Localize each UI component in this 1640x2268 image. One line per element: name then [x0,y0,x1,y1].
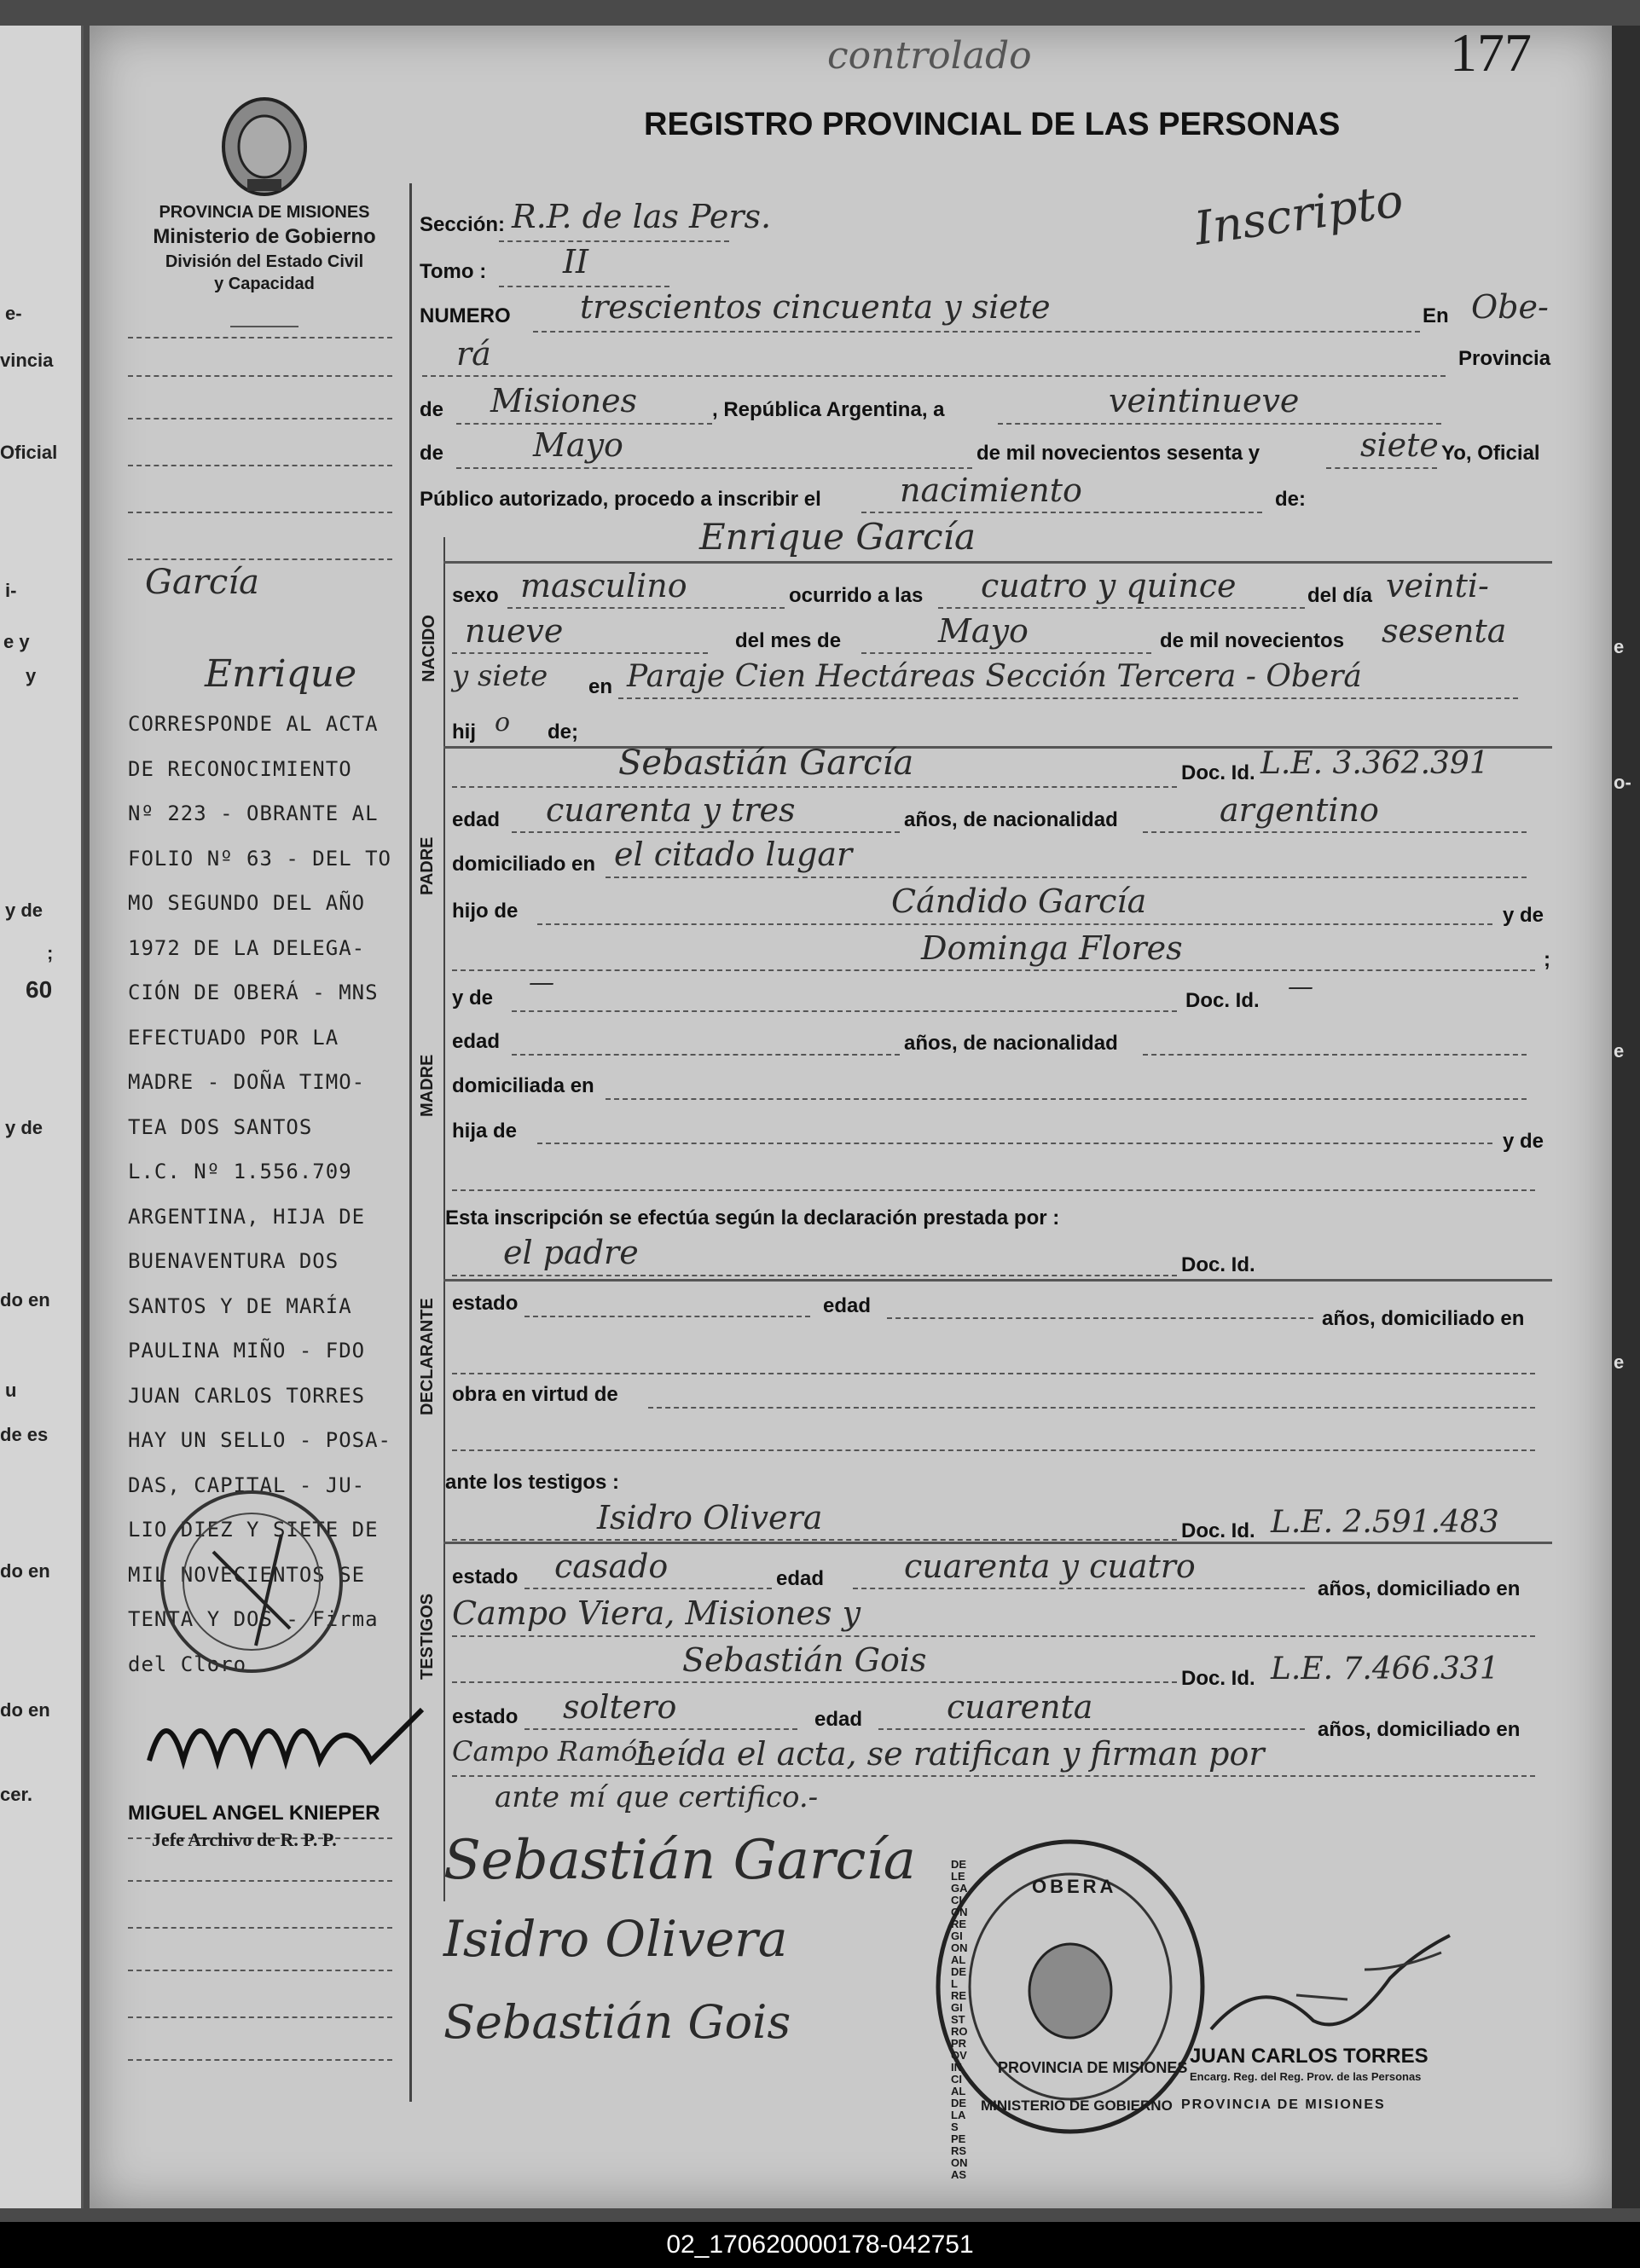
margin-note-line: TENTA Y DOS - Firma [128,1607,379,1631]
margin-rule [128,337,392,338]
margin-rule [128,2059,392,2061]
header-capacity: y Capacidad [214,275,315,293]
left-fragment: u [5,1380,17,1401]
rule [512,1010,1177,1012]
label-dom-t1: años, domiciliado en [1318,1577,1521,1600]
margin-note-line: del Cloro [128,1652,247,1676]
label-edad-madre: edad [452,1030,501,1053]
signature-padre: Sebastián García [443,1829,916,1892]
field-numero: trescientos cincuenta y siete [580,288,1051,326]
left-fragment: 60 [26,976,53,1003]
seal-place: OBERA [1032,1876,1117,1897]
margin-note-line: DAS, CAPITAL - JU- [128,1472,366,1497]
rule [533,331,1420,333]
label-provincia: Provincia [1458,347,1551,370]
field-en-cont: rá [456,335,491,373]
margin-note-line: MIL NOVECIENTOS SE [128,1562,366,1587]
margin-note-line: MADRE - DOÑA TIMO- [128,1070,366,1094]
label-y-de-madre: y de [452,986,494,1010]
label-obra: obra en virtud de [452,1383,618,1406]
block-rule [443,1279,1552,1282]
label-doc-padre: Doc. Id. [1181,761,1255,784]
field-padre-padre: Cándido García [891,882,1147,920]
left-fragment: do en [0,1289,50,1310]
rule [452,1373,1535,1374]
field-tomo: II [563,243,589,281]
label-declarante: DECLARANTE [418,1298,437,1415]
field-seccion: R.P. de las Pers. [512,198,772,235]
rule [618,697,1518,699]
rule [456,467,972,469]
label-yo-oficial: Yo, Oficial [1441,442,1540,465]
margin-note-line: BUENAVENTURA DOS [128,1249,339,1273]
rule [524,1588,772,1589]
field-dia-nac2: nueve [465,612,564,650]
field-padre-edad: cuarenta y tres [546,791,796,829]
label-de: de [420,398,444,421]
label-seccion: Sección: [420,213,506,236]
label-y-de: y de [1503,904,1544,927]
field-testigo2-estado: soltero [563,1688,677,1726]
left-fragment: cer. [0,1784,32,1805]
coat-of-arms-icon [217,94,311,200]
margin-rule [128,375,392,377]
margin-note-line: SANTOS Y DE MARÍA [128,1293,352,1318]
field-padre-nac: argentino [1220,791,1379,829]
label-estado-t2: estado [452,1705,519,1728]
rule [537,923,1492,925]
margin-note-line: PAULINA MIÑO - FDO [128,1339,366,1363]
field-hij-suffix: o [495,708,511,738]
rule [524,1728,797,1730]
left-fragment: e- [5,303,22,324]
rule [456,423,712,425]
left-fragment: i- [5,580,17,601]
left-fragment: de es [0,1424,49,1445]
field-lugar: Paraje Cien Hectáreas Sección Tercera - Oberá [627,659,1362,694]
margin-rule [128,512,392,513]
label-en: En [1423,304,1449,327]
rule [606,877,1527,878]
label-doc-t1: Doc. Id. [1181,1519,1255,1542]
label-hija-de: hija de [452,1120,518,1143]
field-acto: nacimiento [900,472,1082,509]
rule [878,1728,1305,1730]
field-padre-dom: el citado lugar [614,836,853,873]
margin-note-line: TEA DOS SANTOS [128,1114,313,1139]
next-page-edge [1612,26,1640,2208]
margin-note-line: EFECTUADO POR LA [128,1025,339,1050]
seal-ring-text: DELEGACION REGIONAL DEL REGISTRO PROVINCIAL DE LAS PERSONAS [951,1858,968,2181]
label-nacido: NACIDO [420,615,438,682]
field-padre-doc: L.E. 3.362.391 [1260,746,1489,781]
official-name: JUAN CARLOS TORRES [1190,2045,1428,2068]
right-fragment: o- [1614,772,1631,793]
left-fragment: Oficial [0,442,58,463]
label-madre: MADRE [418,1054,437,1117]
label-esta-inscripcion: Esta inscripción se efectúa según la declaración prestada por : [445,1206,1060,1229]
rule [422,375,1446,377]
field-mes-nac: Mayo [938,612,1029,650]
field-testigo1-dom: Campo Viera, Misiones y [452,1594,861,1632]
label-republica: , República Argentina, a [712,398,945,421]
label-de-mil: de mil novecientos sesenta y [976,442,1260,465]
field-testigo2: Sebastián Gois [682,1641,927,1679]
margin-note-line: FOLIO Nº 63 - DEL TO [128,846,391,871]
margin-rule [128,1970,392,1971]
rule [507,607,785,609]
field-anio-nac2: y siete [452,659,548,693]
rule [452,652,708,654]
field-testigo1-doc: L.E. 2.591.483 [1271,1505,1499,1540]
field-madre-nombre: — [529,968,554,998]
field-testigo2-doc: L.E. 7.466.331 [1271,1652,1499,1687]
field-padre-madre: Dominga Flores [921,929,1183,967]
label-de-mil-nov: de mil novecientos [1160,629,1345,652]
rule [512,1054,900,1056]
label-del-dia: del día [1307,584,1373,607]
field-testigo1-estado: casado [554,1548,669,1585]
label-edad-t2: edad [814,1708,863,1731]
field-dia-nac: veinti- [1386,567,1489,605]
margin-note-line: MO SEGUNDO DEL AÑO [128,891,366,915]
label-tomo: Tomo : [420,260,487,283]
label-edad-decl: edad [823,1294,872,1317]
rule [452,786,1177,788]
field-en: Obe- [1471,288,1549,326]
label-sexo: sexo [452,584,499,607]
field-mes: Mayo [533,426,623,464]
official-signature [1194,1918,1467,2055]
block-rule [443,1542,1552,1544]
footer-id: 02_170620000178-042751 [666,2230,974,2259]
seal-province: PROVINCIA DE MISIONES [998,2059,1188,2076]
label-en-lugar: en [588,675,613,698]
margin-rule [128,558,392,560]
label-ante-testigos: ante los testigos : [445,1471,620,1494]
official-place: PROVINCIA DE MISIONES [1181,2097,1386,2112]
field-hora: cuatro y quince [981,567,1237,605]
field-anio: siete [1360,426,1439,464]
inscribed-annotation: Inscripto [1191,173,1407,256]
rule [452,1681,1177,1683]
header-rule [230,326,298,327]
left-fragment: ; [47,942,54,963]
rule [512,831,900,833]
field-sexo: masculino [520,567,687,605]
rule [1326,467,1437,469]
rule [452,1635,1535,1637]
left-fragment: y [26,665,37,686]
label-estado-decl: estado [452,1292,519,1315]
label-publico: Público autorizado, procedo a inscribir el [420,488,821,511]
block-rule [443,561,1552,564]
field-testigo2-dom: Campo Ramón [452,1735,655,1768]
margin-rule [128,1880,392,1882]
field-provincia: Misiones [490,382,638,419]
label-de-semi: de; [548,720,578,743]
label-de-mes: de [420,442,444,465]
rule [938,607,1305,609]
field-dia: veintinueve [1109,382,1300,419]
page-number: 177 [1450,22,1532,83]
field-cierre2: ante mí que certifico.- [495,1780,819,1814]
rule [648,1407,1535,1409]
rule [452,1275,1177,1276]
label-del-mes: del mes de [735,629,842,652]
field-nombre: Enrique García [699,516,976,558]
rule [452,1449,1535,1451]
label-doc-declarante: Doc. Id. [1181,1253,1255,1276]
margin-surname: García [145,563,259,602]
left-fragment: y de [5,1117,43,1138]
field-madre-doc: — [1288,972,1313,1002]
margin-rule [128,418,392,419]
margin-rule [128,465,392,466]
label-padre: PADRE [418,836,437,895]
rule [524,1316,810,1317]
label-testigos: TESTIGOS [418,1593,437,1680]
header-division: División del Estado Civil [165,252,364,271]
left-fragment: e y [3,631,30,652]
image-footer [0,2222,1640,2268]
rule [606,1098,1527,1100]
rule [452,969,1535,971]
label-dom-t2: años, domiciliado en [1318,1718,1521,1741]
label-ocurrido: ocurrido a las [789,584,924,607]
margin-note-line: DE RECONOCIMIENTO [128,756,352,781]
margin-note-line: CIÓN DE OBERÁ - MNS [128,981,379,1004]
rule [499,286,669,287]
rule [499,240,729,242]
label-de-colon: de: [1275,488,1306,511]
left-fragment: vincia [0,350,54,371]
margin-note-line: ARGENTINA, HIJA DE [128,1204,366,1229]
rule [452,1775,1535,1777]
left-fragment: do en [0,1560,50,1582]
label-y-de3: y de [1503,1130,1544,1153]
margin-note-line: Nº 223 - OBRANTE AL [128,801,379,825]
signature-testigo2: Sebastián Gois [443,1995,791,2049]
official-title: Encarg. Reg. del Reg. Prov. de las Personas [1190,2070,1422,2083]
field-cierre: Leída el acta, se ratifican y firman por [635,1735,1265,1773]
margin-note-line: LIO DIEZ Y SIETE DE [128,1518,379,1542]
label-nac-padre: años, de nacionalidad [904,808,1118,831]
rule [861,652,1151,654]
rule [1143,1054,1527,1056]
label-estado-t1: estado [452,1565,519,1588]
rule [887,1317,1313,1319]
right-fragment: e [1614,1040,1625,1062]
controlled-annotation: controlado [827,34,1032,78]
margin-separator [409,183,412,2102]
rule [452,1189,1535,1191]
field-declarante: el padre [503,1234,639,1271]
label-hij: hij [452,720,476,743]
page-title: REGISTRO PROVINCIAL DE LAS PERSONAS [644,107,1341,142]
margin-signature [141,1692,448,1786]
left-fragment: y de [5,900,43,921]
margin-rule [128,1927,392,1929]
margin-note-line: CORRESPONDE AL ACTA [128,712,379,736]
label-dom-decl: años, domiciliado en [1322,1307,1525,1330]
label-edad-t1: edad [776,1567,825,1590]
margin-rule [128,2016,392,2018]
label-numero: NUMERO [420,304,511,327]
right-fragment: e [1614,636,1625,657]
signature-testigo1: Isidro Olivera [443,1910,788,1968]
margin-signer-name: MIGUEL ANGEL KNIEPER [128,1802,380,1825]
label-hijo-de: hijo de [452,900,519,923]
field-testigo1-edad: cuarenta y cuatro [904,1548,1196,1585]
margin-note-line: HAY UN SELLO - POSA- [128,1428,391,1452]
label-nac-madre: años, de nacionalidad [904,1032,1118,1055]
header-ministry: Ministerio de Gobierno [153,225,376,248]
left-fragment: do en [0,1699,50,1721]
field-testigo1: Isidro Olivera [597,1499,823,1536]
label-edad-padre: edad [452,808,501,831]
margin-note-line: 1972 DE LA DELEGA- [128,935,366,960]
field-anio-nac: sesenta [1382,612,1507,650]
field-padre-nombre: Sebastián García [618,743,914,783]
rule [1143,831,1527,833]
label-semicolon: ; [1544,948,1550,971]
margin-seal-icon [154,1484,350,1680]
label-dom-padre: domiciliado en [452,853,596,876]
rule [452,1539,1177,1541]
label-dom-madre: domiciliada en [452,1074,594,1097]
margin-note-line: L.C. Nº 1.556.709 [128,1160,352,1183]
label-doc-t2: Doc. Id. [1181,1667,1255,1690]
rule [998,423,1441,425]
right-fragment: e [1614,1351,1625,1373]
rule [861,512,1262,513]
margin-signer-title: Jefe Archivo de R. P. P. [152,1829,337,1850]
margin-given-name: Enrique [205,652,357,696]
rule [537,1143,1492,1144]
label-doc-madre: Doc. Id. [1185,989,1260,1012]
seal-ministry: MINISTERIO DE GOBIERNO [981,2097,1173,2114]
field-testigo2-edad: cuarenta [947,1688,1093,1726]
header-province: PROVINCIA DE MISIONES [159,203,370,222]
rule [853,1588,1305,1589]
margin-note-line: JUAN CARLOS TORRES [128,1383,366,1408]
